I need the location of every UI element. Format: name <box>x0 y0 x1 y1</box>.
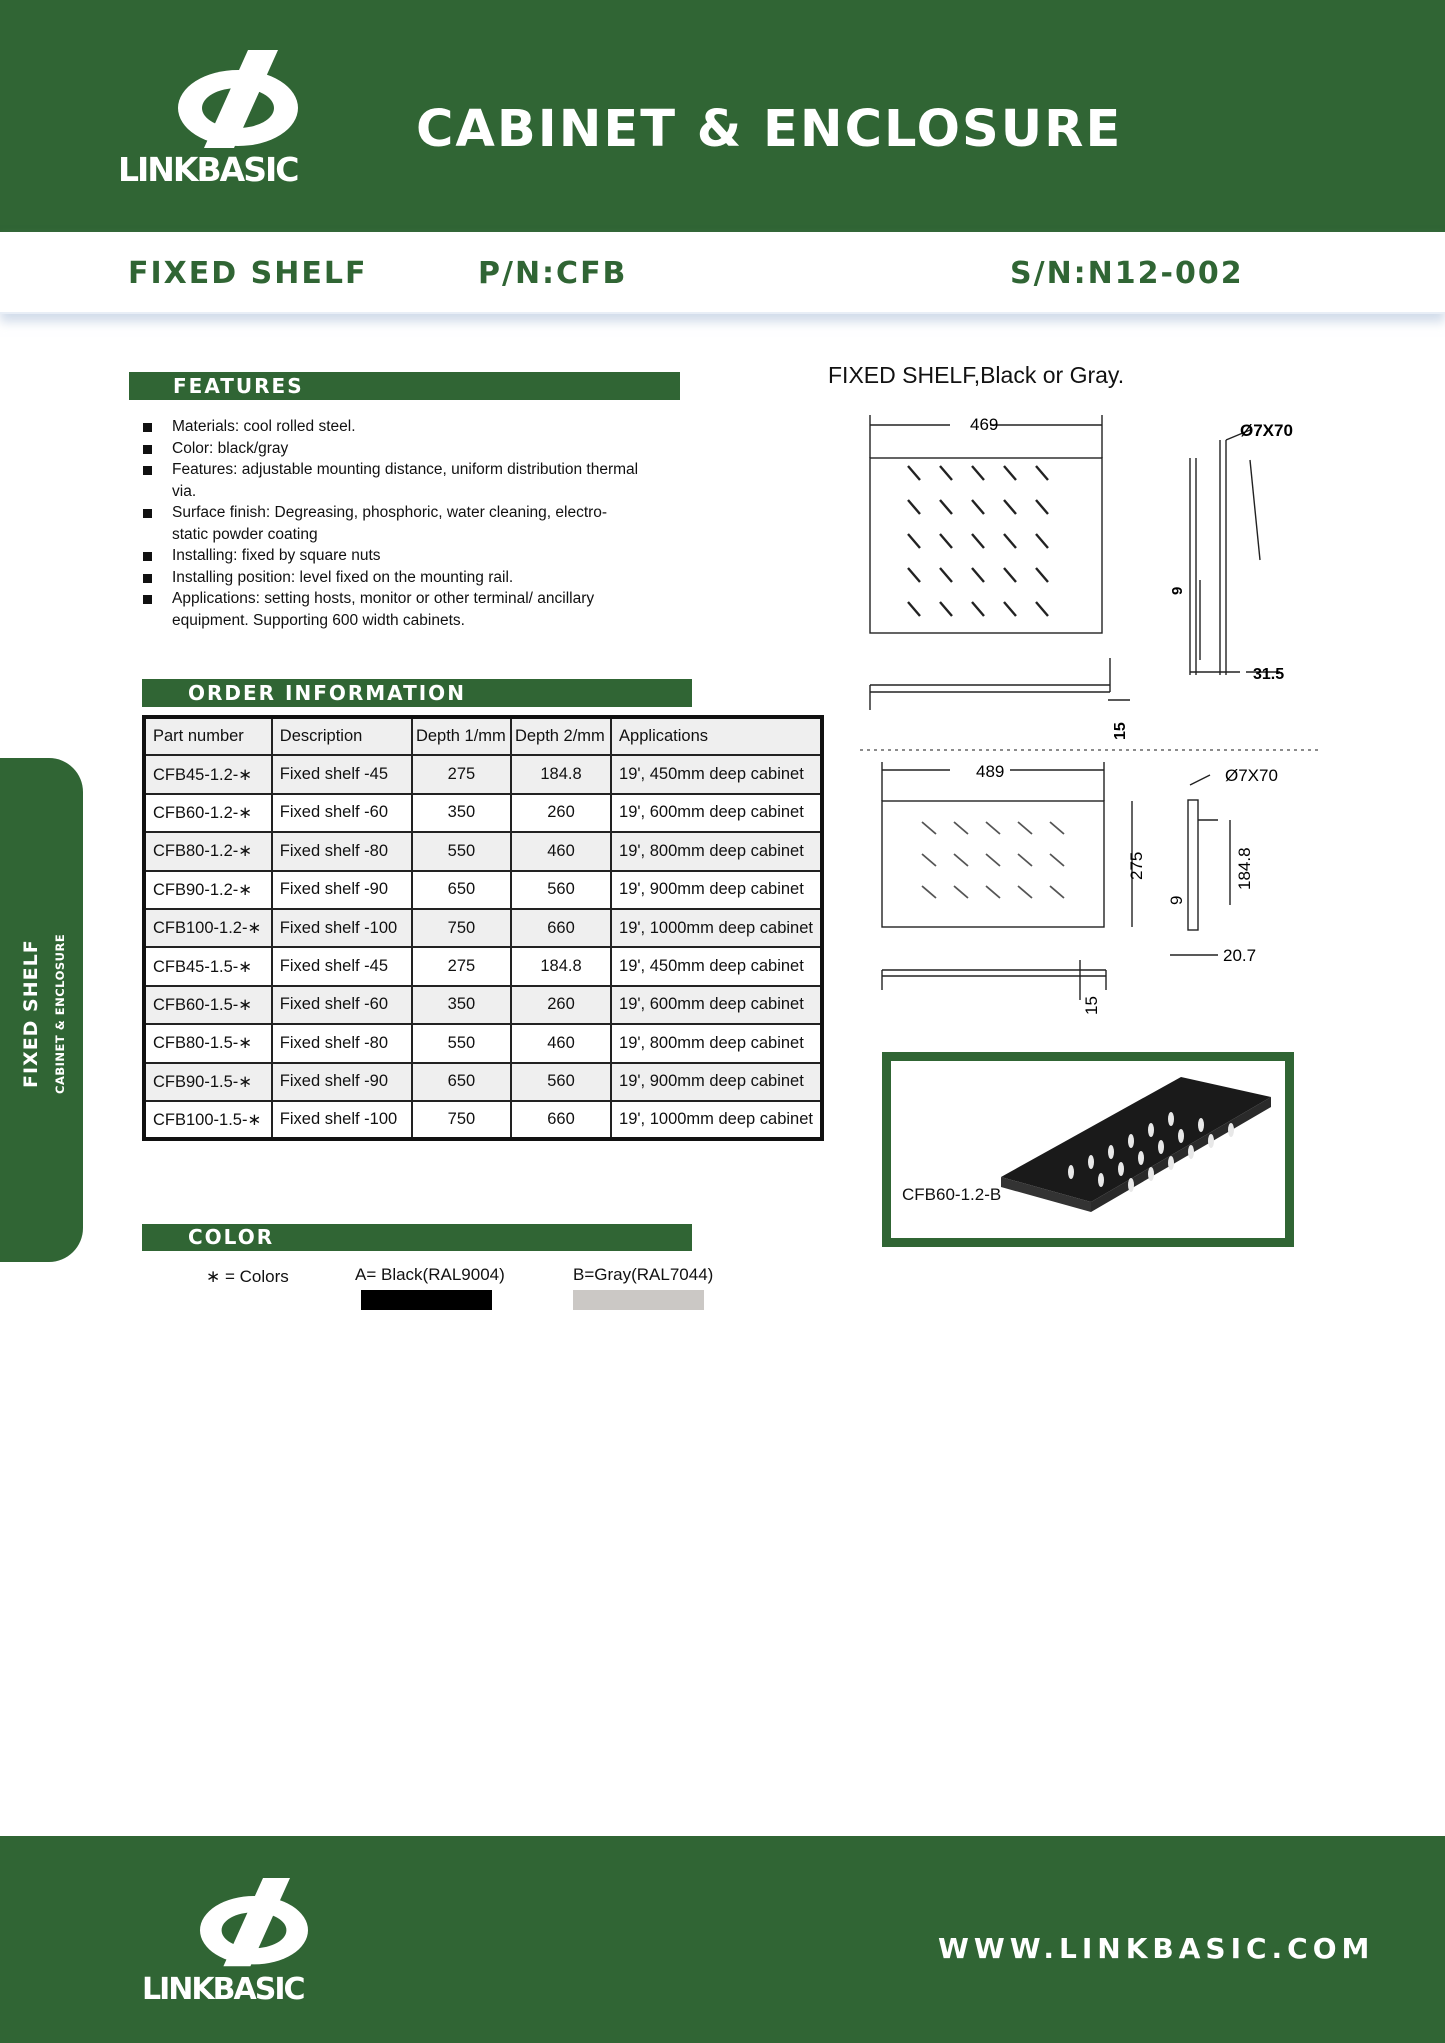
cell-depth2: 260 <box>511 986 611 1024</box>
cell-part: CFB100-1.2-∗ <box>144 909 272 947</box>
table-row <box>144 794 822 832</box>
cell-part: CFB80-1.2-∗ <box>144 832 272 870</box>
cell-depth1: 750 <box>412 909 511 947</box>
cell-depth2: 184.8 <box>511 947 611 985</box>
column-header: Part number <box>144 717 272 755</box>
cell-part: CFB45-1.5-∗ <box>144 947 272 985</box>
dim-bottom-depth1: 275 <box>1127 851 1146 880</box>
cell-part: CFB80-1.5-∗ <box>144 1024 272 1062</box>
cell-app: 19', 800mm deep cabinet <box>611 832 822 870</box>
cell-app: 19', 450mm deep cabinet <box>611 947 822 985</box>
cell-app: 19', 600mm deep cabinet <box>611 986 822 1024</box>
brand-name-top: LINKBASIC <box>118 150 298 189</box>
table-row <box>144 871 822 909</box>
cell-depth2: 660 <box>511 1101 611 1139</box>
feature-item: Applications: setting hosts, monitor or other terminal/ ancillary equipment. Supporting 600 width cabinets. <box>140 588 640 631</box>
cell-depth1: 550 <box>412 832 511 870</box>
serial-number: S/N:N12-002 <box>1010 256 1244 291</box>
table-row <box>144 1063 822 1101</box>
dim-top-width: 469 <box>970 415 999 434</box>
feature-item: Installing: fixed by square nuts <box>140 545 640 567</box>
cell-desc: Fixed shelf -60 <box>272 794 412 832</box>
cell-part: CFB90-1.2-∗ <box>144 871 272 909</box>
dim-top-slot: 9 <box>1169 586 1186 595</box>
dim-bottom-width: 489 <box>976 762 1005 781</box>
drawing-title: FIXED SHELF,Black or Gray. <box>828 362 1125 388</box>
cell-desc: Fixed shelf -100 <box>272 909 412 947</box>
website-url[interactable]: WWW.LINKBASIC.COM <box>938 1932 1375 1965</box>
page-title: CABINET & ENCLOSURE <box>416 100 1123 159</box>
feature-item: Installing position: level fixed on the mounting rail. <box>140 567 640 589</box>
feature-item: Materials: cool rolled steel. <box>140 416 640 438</box>
color-option-label: A= Black(RAL9004) <box>355 1265 505 1284</box>
cell-depth1: 550 <box>412 1024 511 1062</box>
cell-part: CFB90-1.5-∗ <box>144 1063 272 1101</box>
cell-desc: Fixed shelf -80 <box>272 832 412 870</box>
photo-caption: CFB60-1.2-B <box>902 1185 1002 1204</box>
part-number: P/N:CFB <box>478 256 628 291</box>
cell-app: 19', 1000mm deep cabinet <box>611 1101 822 1139</box>
side-tab <box>0 758 83 1262</box>
order-table <box>142 715 824 1141</box>
cell-depth1: 350 <box>412 794 511 832</box>
cell-depth1: 350 <box>412 986 511 1024</box>
dim-bottom-hole: Ø7X70 <box>1225 766 1278 785</box>
table-row <box>144 986 822 1024</box>
technical-drawing <box>840 400 1340 1040</box>
table-row <box>144 1101 822 1139</box>
dim-top-height: 15 <box>1112 722 1129 740</box>
dim-bottom-height: 15 <box>1082 996 1101 1015</box>
linkbasic-logo-icon <box>176 50 300 150</box>
table-row <box>144 755 822 793</box>
cell-part: CFB100-1.5-∗ <box>144 1101 272 1139</box>
color-swatch-black <box>361 1290 492 1310</box>
cell-part: CFB60-1.5-∗ <box>144 986 272 1024</box>
color-heading-text: COLOR <box>188 1225 275 1249</box>
side-tab-subtitle: CABINET & ENCLOSURE <box>53 933 67 1094</box>
cell-depth1: 650 <box>412 871 511 909</box>
dim-top-side: 31.5 <box>1253 666 1285 683</box>
cell-depth2: 260 <box>511 794 611 832</box>
cell-part: CFB60-1.2-∗ <box>144 794 272 832</box>
color-swatch-gray <box>573 1290 704 1310</box>
cell-depth2: 184.8 <box>511 755 611 793</box>
cell-depth2: 460 <box>511 1024 611 1062</box>
color-heading <box>142 1224 692 1251</box>
cell-app: 19', 600mm deep cabinet <box>611 794 822 832</box>
cell-desc: Fixed shelf -100 <box>272 1101 412 1139</box>
cell-depth2: 660 <box>511 909 611 947</box>
column-header: Applications <box>611 717 822 755</box>
cell-desc: Fixed shelf -45 <box>272 947 412 985</box>
feature-item: Surface finish: Degreasing, phosphoric, water cleaning, electro-static powder coating <box>140 502 640 545</box>
dim-bottom-slot: 9 <box>1167 895 1186 905</box>
dim-top-hole: Ø7X70 <box>1240 421 1293 440</box>
color-legend: ∗ = Colors <box>206 1267 289 1286</box>
feature-item: Features: adjustable mounting distance, uniform distribution thermal via. <box>140 459 640 502</box>
features-list <box>140 416 640 631</box>
cell-depth1: 650 <box>412 1063 511 1101</box>
brand-name-bottom: LINKBASIC <box>142 1972 304 2007</box>
product-name: FIXED SHELF <box>128 256 368 291</box>
column-header: Description <box>272 717 412 755</box>
cell-depth2: 560 <box>511 871 611 909</box>
product-photo-frame <box>882 1052 1294 1247</box>
table-row <box>144 909 822 947</box>
table-header-row <box>144 717 822 755</box>
cell-desc: Fixed shelf -60 <box>272 986 412 1024</box>
color-option-label: B=Gray(RAL7044) <box>573 1265 714 1284</box>
cell-depth2: 560 <box>511 1063 611 1101</box>
cell-depth1: 275 <box>412 755 511 793</box>
cell-desc: Fixed shelf -45 <box>272 755 412 793</box>
cell-app: 19', 800mm deep cabinet <box>611 1024 822 1062</box>
table-row <box>144 1024 822 1062</box>
dim-bottom-side: 20.7 <box>1223 946 1257 965</box>
cell-app: 19', 1000mm deep cabinet <box>611 909 822 947</box>
cell-desc: Fixed shelf -80 <box>272 1024 412 1062</box>
order-heading <box>142 679 692 707</box>
table-row <box>144 832 822 870</box>
column-header: Depth 2/mm <box>511 717 611 755</box>
cell-depth1: 750 <box>412 1101 511 1139</box>
feature-item: Color: black/gray <box>140 438 640 460</box>
features-heading <box>129 372 680 400</box>
cell-desc: Fixed shelf -90 <box>272 871 412 909</box>
cell-app: 19', 450mm deep cabinet <box>611 755 822 793</box>
side-tab-title: FIXED SHELF <box>20 939 42 1088</box>
cell-desc: Fixed shelf -90 <box>272 1063 412 1101</box>
shelf-photo-icon <box>981 1067 1281 1242</box>
dim-bottom-depth2: 184.8 <box>1235 847 1254 890</box>
cell-depth1: 275 <box>412 947 511 985</box>
subheader-band <box>0 232 1445 314</box>
table-row <box>144 947 822 985</box>
order-heading-text: ORDER INFORMATION <box>188 681 466 705</box>
cell-part: CFB45-1.2-∗ <box>144 755 272 793</box>
linkbasic-logo-icon <box>198 1878 310 1968</box>
column-header: Depth 1/mm <box>412 717 511 755</box>
features-heading-text: FEATURES <box>173 374 304 398</box>
cell-app: 19', 900mm deep cabinet <box>611 871 822 909</box>
header-band <box>0 0 1445 232</box>
cell-depth2: 460 <box>511 832 611 870</box>
cell-app: 19', 900mm deep cabinet <box>611 1063 822 1101</box>
